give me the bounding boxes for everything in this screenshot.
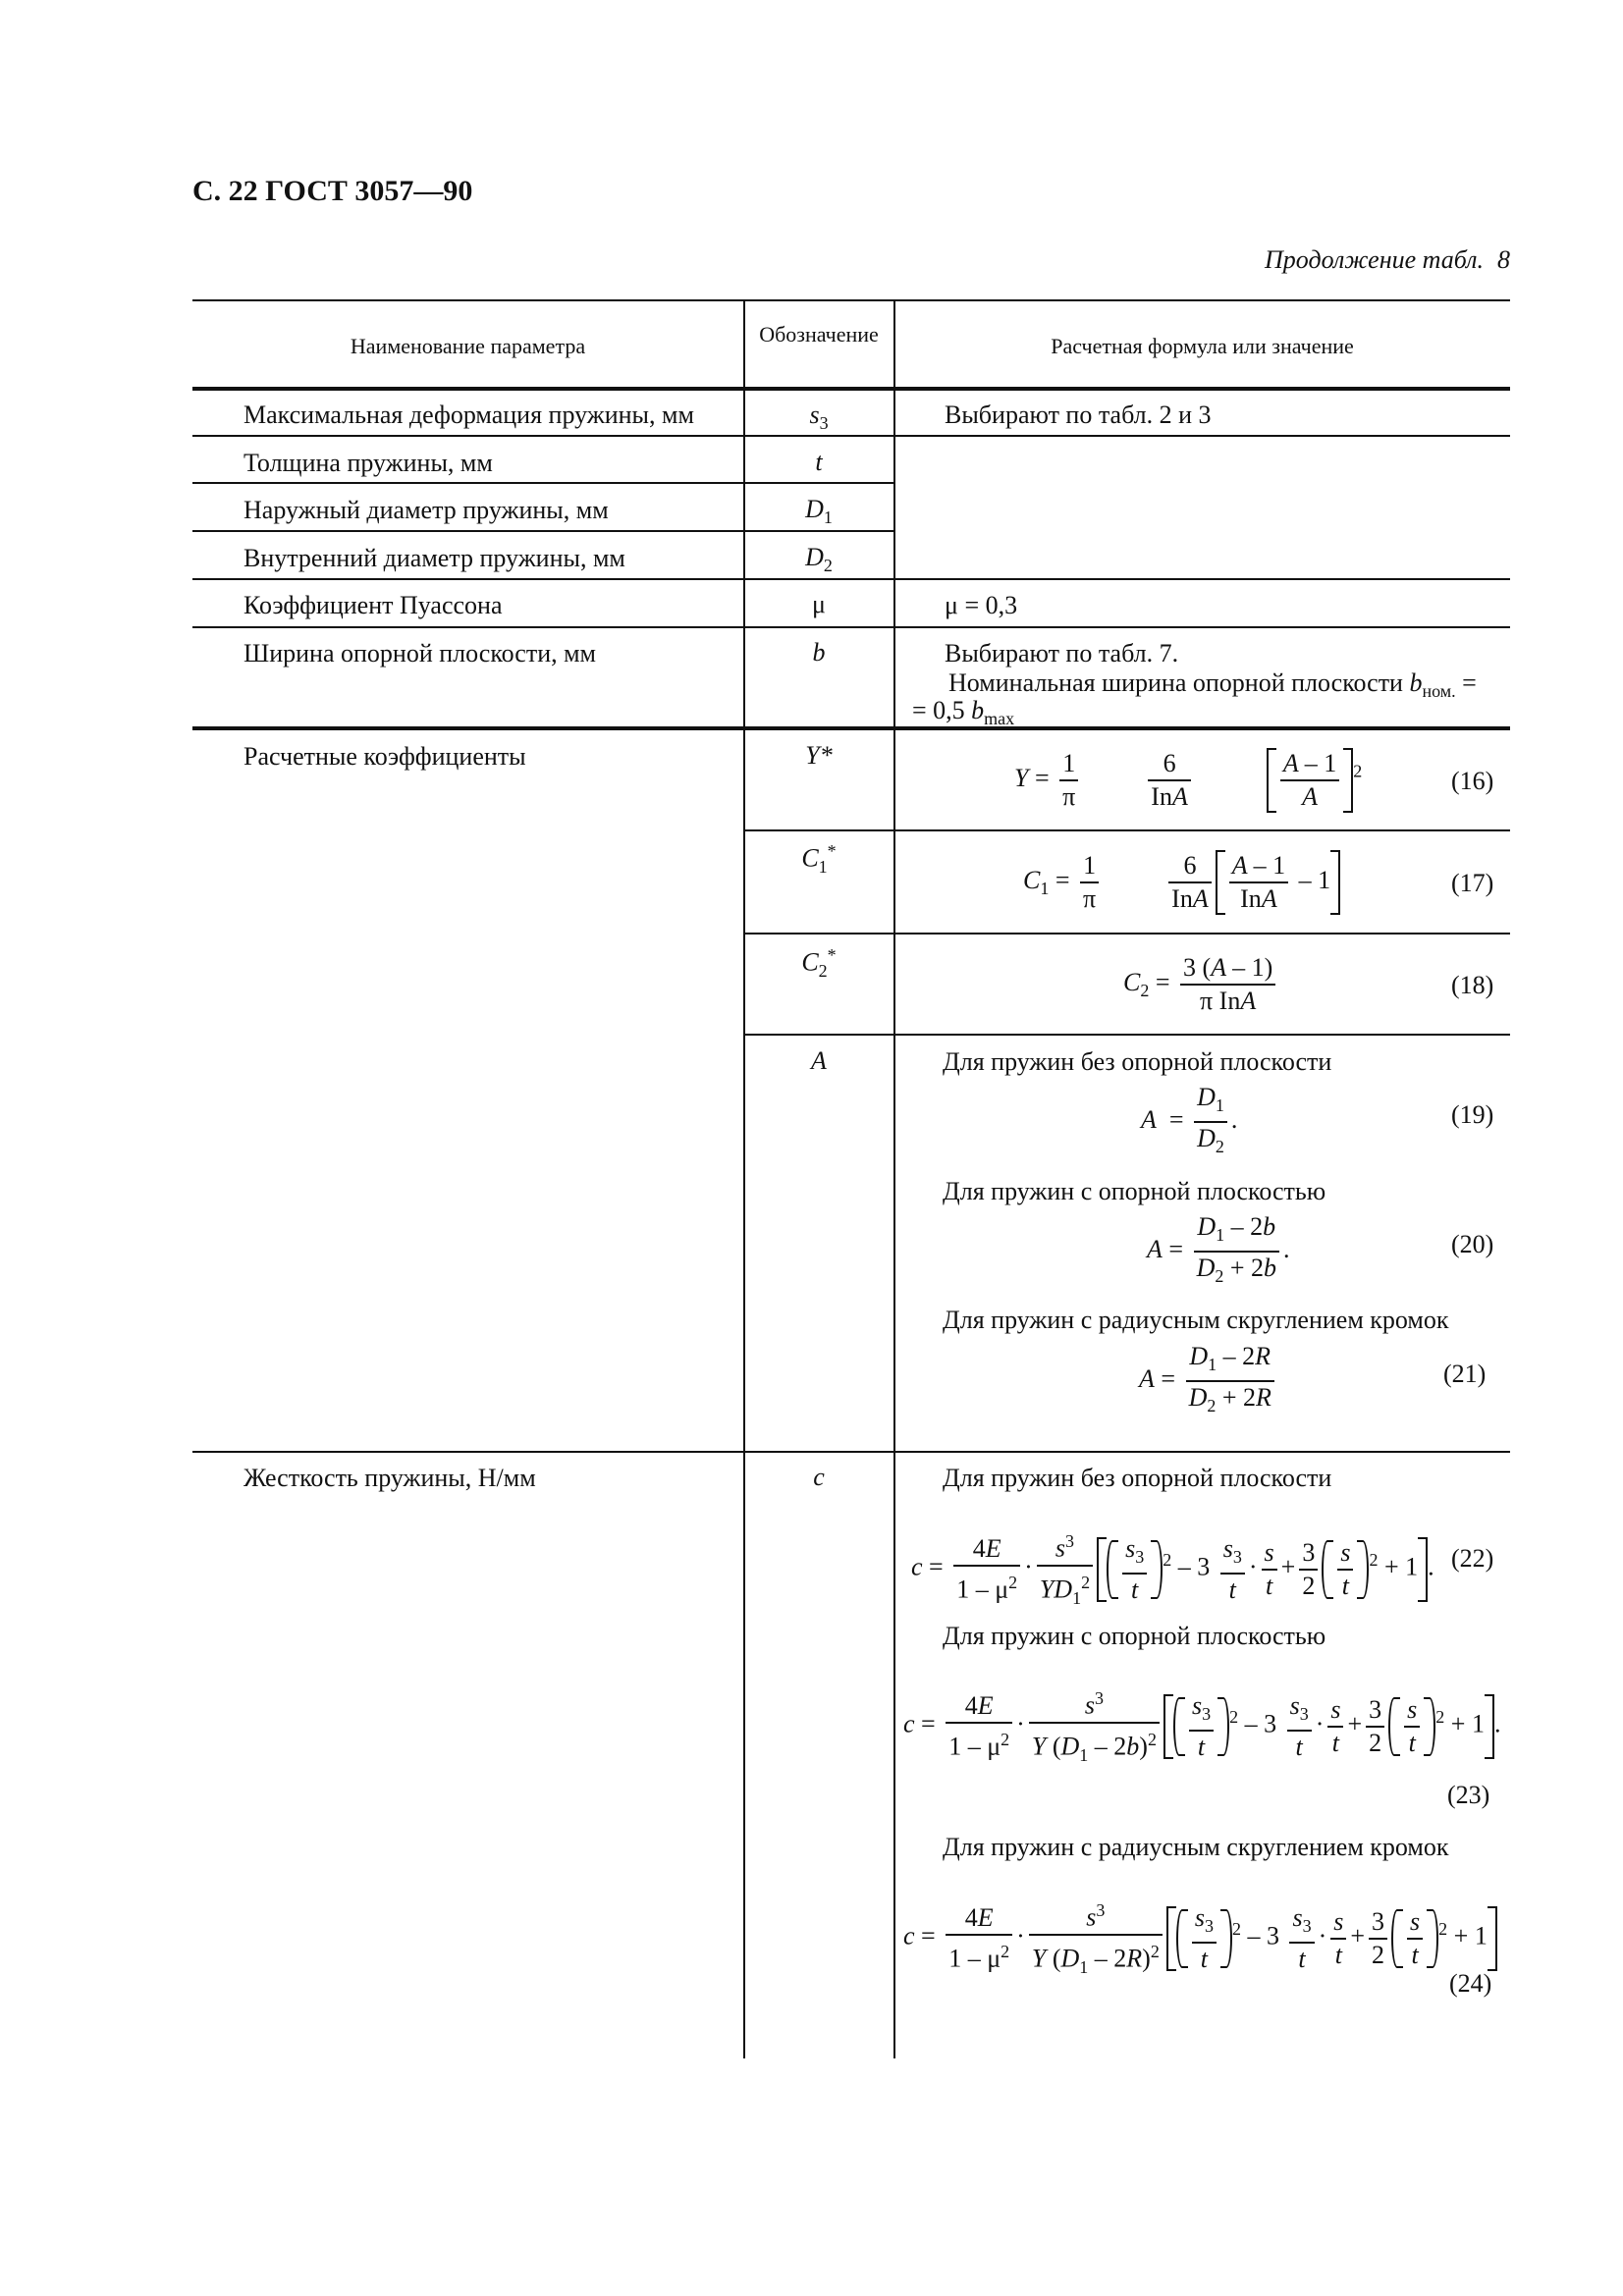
- page-title: С. 22 ГОСТ 3057—90: [192, 175, 473, 207]
- row-divider: [192, 1451, 1510, 1453]
- formula-17: $C_1$ = $\frac{1}{\pi}$ $\frac{6}{\text{InA}}$ $\frac{A - 1}{\text{InA}}$ – 1: [1023, 850, 1340, 915]
- eq-number-17: (17): [1451, 869, 1494, 897]
- row-divider: [192, 435, 1510, 437]
- table-top-rule: [192, 299, 1510, 301]
- eq-number-19: (19): [1451, 1100, 1494, 1129]
- param-thickness: Толщина пружины, мм: [243, 449, 493, 477]
- row-divider: [192, 578, 1510, 580]
- row-divider: [192, 482, 893, 484]
- header-bottom-rule: [192, 387, 1510, 391]
- text-with-support-a: Для пружин с опорной плоскостью: [943, 1177, 1326, 1205]
- param-calc-coeffs: Расчетные коэффициенты: [243, 742, 526, 771]
- formula-18: $C_2$ = $\frac{3 (A - 1)}{\text{π InA}}$: [1123, 952, 1279, 1017]
- param-max-deformation: Максимальная деформация пружины, мм: [243, 400, 694, 429]
- formula-21: A = $\frac{D_1 - 2R}{D_2 + 2R}$: [1139, 1341, 1278, 1421]
- formula-23: c = $\frac{4E}{1 - \mu^2}$ · $\frac{s^3}{Y (D_1 - 2b)^2}$ $\frac{s_3}{t}$ $^2$ – 3 $\frac{s_3}{t}$ · $\frac{s}{t}$ + $\frac{3}{2}$ $\frac{s}{t}$ $^2$ + 1 .: [903, 1682, 1500, 1771]
- symbol-b: b: [812, 638, 826, 667]
- continuation-label: Продолжение табл.: [1265, 245, 1484, 274]
- row-divider: [744, 933, 1510, 934]
- symbol-d2: $D_2$: [805, 543, 833, 576]
- table-continuation: [1265, 245, 1510, 275]
- formula-19: A = $\frac{D_1}{D_2}$ .: [1141, 1083, 1238, 1157]
- col-header-formula: Расчетная формула или значение: [1051, 334, 1354, 358]
- col-header-parameter: Наименование параметра: [350, 334, 586, 358]
- symbol-a: A: [811, 1046, 827, 1075]
- param-inner-diameter: Внутренний диаметр пружины, мм: [243, 544, 625, 572]
- symbol-d1: $D_1$: [805, 495, 833, 528]
- formula-20: A = $\frac{D_1 - 2b}{D_2 + 2b}$ .: [1147, 1212, 1290, 1287]
- row-divider: [744, 829, 1510, 831]
- nominal-cont-text: = 0,5: [912, 696, 965, 724]
- formula-24: c = $\frac{4E}{1 - \mu^2}$ · $\frac{s^3}{Y (D_1 - 2R)^2}$ $\frac{s_3}{t}$ $^2$ – 3 $\frac{s_3}{t}$ · $\frac{s}{t}$ + $\frac{3}{2}$ $\frac{s}{t}$ $^2$ + 1: [903, 1895, 1497, 1983]
- value-nominal-width: Номинальная ширина опорной плоскости $b_{ном.}$ =: [948, 668, 1477, 702]
- nominal-eq-sign: =: [1462, 668, 1477, 697]
- text-with-support-c: Для пружин с опорной плоскостью: [943, 1622, 1326, 1650]
- col-header-symbol: Обозначение: [759, 322, 879, 347]
- text-no-support-c: Для пружин без опорной плоскости: [943, 1464, 1332, 1492]
- param-support-width: Ширина опорной плоскости, мм: [243, 639, 597, 667]
- value-choose-7: Выбирают по табл. 7.: [945, 639, 1179, 667]
- eq-number-16: (16): [1451, 767, 1494, 795]
- formula-16: Y = $\frac{1}{\pi}$ $\frac{6}{\text{InA}}$ $\frac{A - 1}{A}$ $^2$: [1014, 749, 1363, 811]
- value-nominal-cont: = 0,5 $b_{max}$: [912, 696, 1015, 729]
- text-radius-a: Для пружин с радиусным скруглением кромок: [943, 1306, 1449, 1334]
- row-divider: [192, 530, 893, 532]
- row-divider: [192, 726, 1510, 730]
- symbol-c: c: [813, 1463, 825, 1491]
- value-choose-2-3: Выбирают по табл. 2 и 3: [945, 400, 1212, 429]
- column-divider: [893, 299, 895, 2058]
- param-poisson: Коэффициент Пуассона: [243, 591, 503, 619]
- symbol-y: Y*: [805, 741, 833, 770]
- symbol-t: t: [815, 448, 823, 476]
- eq-number-22: (22): [1451, 1544, 1494, 1573]
- symbol-s3: $s_3$: [809, 400, 829, 434]
- symbol-mu: μ: [812, 590, 826, 618]
- symbol-c1: $C_1^*$: [801, 841, 837, 877]
- param-stiffness: Жесткость пружины, Н/мм: [243, 1464, 536, 1492]
- eq-number-18: (18): [1451, 971, 1494, 999]
- eq-number-21: (21): [1443, 1360, 1487, 1388]
- formula-22: c = $\frac{4E}{1 - \mu^2}$ · $\frac{s^3}{YD_1^2}$ $\frac{s_3}{t}$ $^2$ – 3 $\frac{s_3}{t}$ · $\frac{s}{t}$ + $\frac{3}{2}$ $\frac{s}{t}$ $^2$ + 1 .: [911, 1525, 1434, 1614]
- continuation-number: 8: [1497, 245, 1510, 274]
- eq-number-20: (20): [1451, 1230, 1494, 1258]
- symbol-c2: $C_2^*$: [801, 945, 837, 981]
- row-divider: [744, 1034, 1510, 1036]
- eq-number-24: (24): [1449, 1969, 1492, 1998]
- text-radius-c: Для пружин с радиусным скруглением кромок: [943, 1833, 1449, 1861]
- eq-number-23: (23): [1447, 1781, 1490, 1809]
- row-divider: [192, 626, 1510, 628]
- value-poisson: μ = 0,3: [945, 591, 1018, 619]
- param-outer-diameter: Наружный диаметр пружины, мм: [243, 496, 609, 524]
- nominal-width-text: Номинальная ширина опорной плоскости: [948, 668, 1403, 697]
- text-no-support-a: Для пружин без опорной плоскости: [943, 1047, 1332, 1076]
